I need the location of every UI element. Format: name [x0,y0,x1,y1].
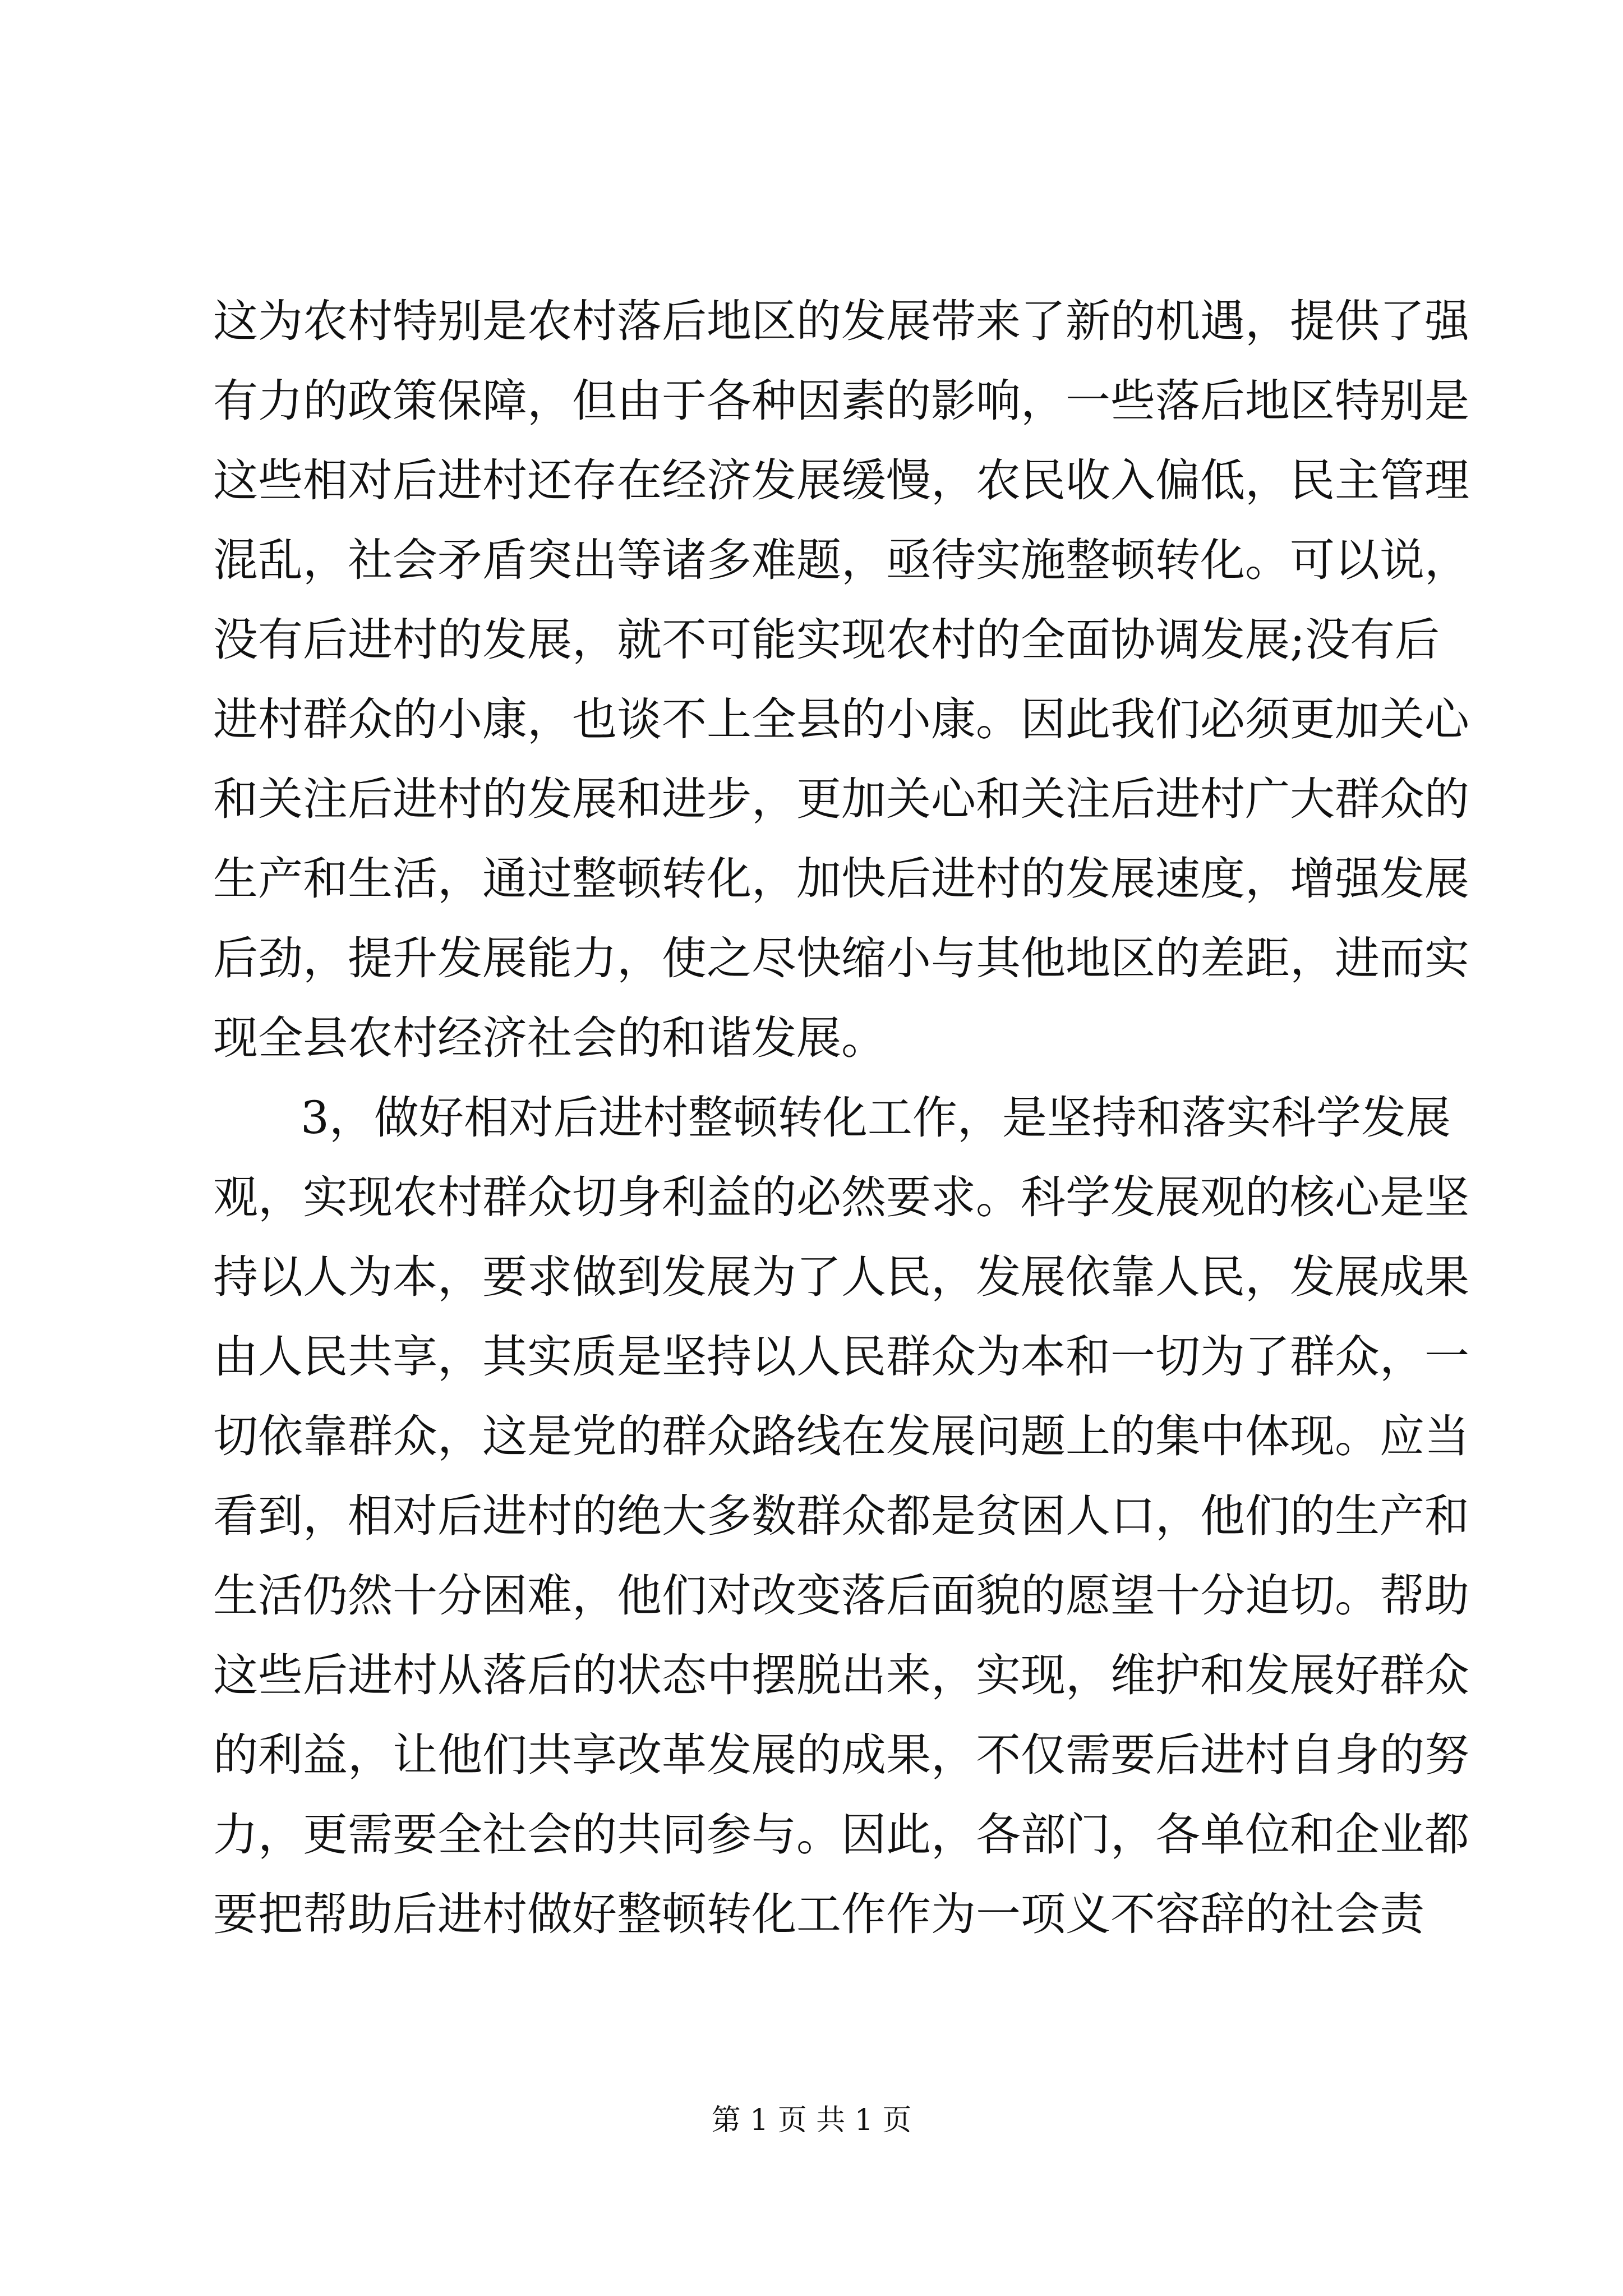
paragraph-start-line: 3，做好相对后进村整顿转化工作，是坚持和落实科学发展 [301,1092,1451,1144]
text-line: 切依靠群众，这是党的群众路线在发展问题上的集中体现。应当 [213,1410,1469,1462]
text-line: 这些相对后进村还存在经济发展缓慢，农民收入偏低，民主管理 [213,454,1469,507]
body-text [213,282,1469,1954]
text-line: 生产和生活，通过整顿转化，加快后进村的发展速度，增强发展 [213,853,1469,905]
text-line: 混乱，社会矛盾突出等诸多难题，亟待实施整顿转化。可以说， [213,534,1469,586]
text-line: 有力的政策保障，但由于各种因素的影响，一些落后地区特别是 [213,375,1469,427]
text-line: 力，更需要全社会的共同参与。因此，各部门，各单位和企业都 [213,1809,1469,1861]
text-line: 这些后进村从落后的状态中摆脱出来，实现，维护和发展好群众 [213,1649,1469,1701]
text-line: 后劲，提升发展能力，使之尽快缩小与其他地区的差距，进而实 [213,932,1469,984]
text-line: 的利益，让他们共享改革发展的成果，不仅需要后进村自身的努 [213,1729,1469,1781]
text-line: 由人民共享，其实质是坚持以人民群众为本和一切为了群众，一 [213,1331,1469,1383]
text-line: 进村群众的小康，也谈不上全县的小康。因此我们必须更加关心 [213,693,1469,746]
text-line: 没有后进村的发展，就不可能实现农村的全面协调发展;没有后 [213,614,1440,666]
text-line: 和关注后进村的发展和进步，更加关心和关注后进村广大群众的 [213,773,1469,825]
text-line: 生活仍然十分困难，他们对改变落后面貌的愿望十分迫切。帮助 [213,1570,1469,1622]
text-line: 要把帮助后进村做好整顿转化工作作为一项义不容辞的社会责 [213,1888,1424,1940]
page-number-footer: 第 1 页 共 1 页 [711,2104,912,2137]
text-line: 观，实现农村群众切身利益的必然要求。科学发展观的核心是坚 [213,1171,1469,1223]
text-line: 这为农村特别是农村落后地区的发展带来了新的机遇，提供了强 [213,295,1469,347]
text-line: 现全县农村经济社会的和谐发展。 [213,1012,886,1064]
text-line: 看到，相对后进村的绝大多数群众都是贫困人口，他们的生产和 [213,1490,1469,1542]
text-line: 持以人为本，要求做到发展为了人民，发展依靠人民，发展成果 [213,1251,1469,1303]
